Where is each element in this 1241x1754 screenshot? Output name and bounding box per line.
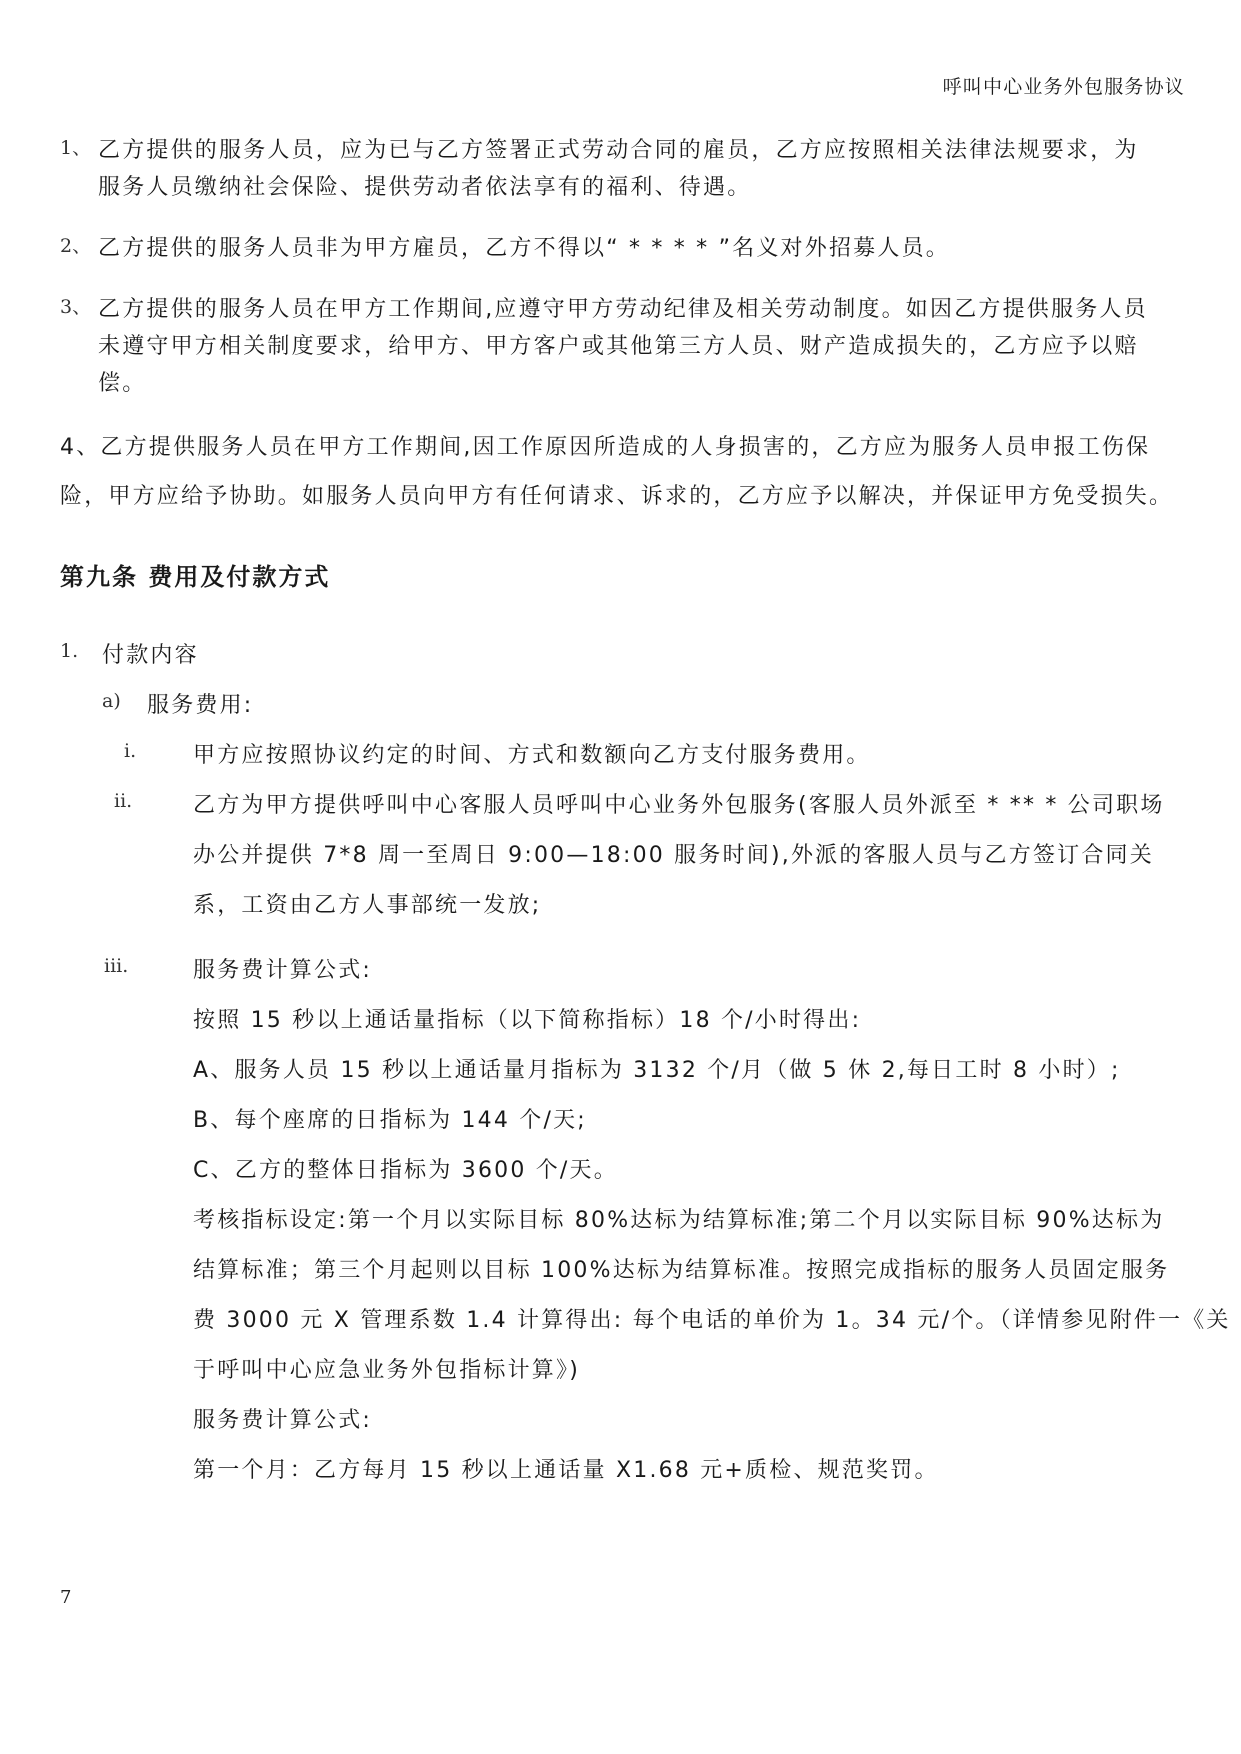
- clause-1-line-2: 服务人员缴纳社会保险、提供劳动者依法享有的福利、待遇。: [98, 175, 752, 200]
- clause-1-number: 1、: [60, 137, 92, 159]
- assessment-line-4: 于呼叫中心应急业务外包指标计算》): [193, 1358, 580, 1383]
- clause-4-number: 4、: [60, 435, 101, 460]
- formula-line-2: A、服务人员 15 秒以上通话量月指标为 3132 个/月（做 5 休 2,每日工时 8 小时）;: [193, 1058, 1121, 1083]
- clause-2-line-1: 乙方提供的服务人员非为甲方雇员，乙方不得以“ * * * * ”名义对外招募人员。: [98, 236, 950, 261]
- clause-3-line-3: 偿。: [98, 371, 147, 396]
- formula-line-1: 按照 15 秒以上通话量指标（以下简称指标）18 个/小时得出:: [193, 1008, 862, 1033]
- item-i-number: i.: [124, 740, 137, 762]
- clause-3-line-2: 未遵守甲方相关制度要求，给甲方、甲方客户或其他第三方人员、财产造成损失的，乙方应予以赔: [98, 334, 1139, 359]
- payment-number: 1.: [60, 640, 79, 662]
- clause-1-line-1: 乙方提供的服务人员，应为已与乙方签署正式劳动合同的雇员，乙方应按照相关法律法规要求，为: [98, 138, 1139, 163]
- item-iii-title: 服务费计算公式:: [193, 958, 373, 983]
- item-i-text: 甲方应按照协议约定的时间、方式和数额向乙方支付服务费用。: [193, 743, 871, 768]
- first-month-formula: 第一个月：乙方每月 15 秒以上通话量 X1.68 元+质检、规范奖罚。: [193, 1458, 939, 1483]
- clause-3-number: 3、: [60, 296, 92, 318]
- clause-4-line-2: 险，甲方应给予协助。如服务人员向甲方有任何请求、诉求的，乙方应予以解决，并保证甲方免受损失。: [60, 484, 1174, 509]
- running-header: 呼叫中心业务外包服务协议: [942, 76, 1185, 98]
- clause-4-line-1: 4、乙方提供服务人员在甲方工作期间,因工作原因所造成的人身损害的，乙方应为服务人员申报工伤保: [60, 435, 1151, 460]
- clause-3-line-1: 乙方提供的服务人员在甲方工作期间,应遵守甲方劳动纪律及相关劳动制度。如因乙方提供服务人员: [98, 297, 1148, 322]
- sub-a-number: a): [102, 690, 121, 712]
- payment-title: 付款内容: [102, 643, 199, 668]
- assessment-line-2: 结算标准；第三个月起则以目标 100%达标为结算标准。按照完成指标的服务人员固定服务: [193, 1258, 1170, 1283]
- page-number: 7: [60, 1587, 72, 1608]
- item-ii-line-3: 系，工资由乙方人事部统一发放;: [193, 893, 542, 918]
- section-heading: 第九条 费用及付款方式: [60, 563, 331, 591]
- clause-2-number: 2、: [60, 235, 92, 257]
- assessment-line-3: 费 3000 元 X 管理系数 1.4 计算得出: 每个电话的单价为 1。34 元/个。（详情参见附件一《关: [193, 1308, 1231, 1333]
- formula-line-3: B、每个座席的日指标为 144 个/天;: [193, 1108, 587, 1133]
- item-ii-line-1: 乙方为甲方提供呼叫中心客服人员呼叫中心业务外包服务(客服人员外派至 * ** * 公司职场: [193, 793, 1165, 818]
- assessment-line-1: 考核指标设定:第一个月以实际目标 80%达标为结算标准;第二个月以实际目标 90%达标为: [193, 1208, 1165, 1233]
- sub-a-title: 服务费用:: [147, 693, 254, 718]
- formula-subtitle: 服务费计算公式:: [193, 1408, 373, 1433]
- item-ii-line-2: 办公并提供 7*8 周一至周日 9:00—18:00 服务时间),外派的客服人员与乙方签订合同关: [193, 843, 1154, 868]
- formula-line-4: C、乙方的整体日指标为 3600 个/天。: [193, 1158, 618, 1183]
- item-iii-number: iii.: [104, 955, 129, 977]
- item-ii-number: ii.: [114, 790, 133, 812]
